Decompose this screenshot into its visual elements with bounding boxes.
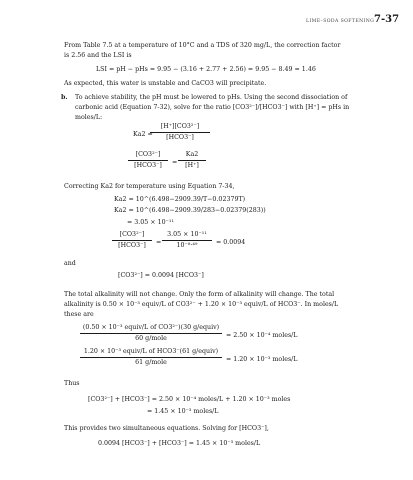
sum-equation-1: [CO3²⁻] + [HCO3⁻] = 2.50 × 10⁻⁴ moles/L + 1.20 × 10⁻³ moles	[88, 396, 291, 403]
paragraph-line: To achieve stability, the pH must be lowered to pHs. Using the second dissociation of	[75, 94, 348, 101]
conversion-1-numerator: (0.50 × 10⁻³ equiv/L of CO3²⁻)(30 g/equiv)	[82, 324, 220, 331]
ka2-temp-eq-1: Ka2 = 10^(6.498−2909.39/T−0.02379T)	[114, 196, 246, 203]
conversion-1-fraction	[80, 324, 222, 343]
equals-sign: =	[156, 239, 162, 246]
ka2-fraction	[150, 123, 210, 142]
paragraph-line: moles/L:	[75, 114, 103, 121]
paragraph-line: As expected, this water is unstable and CaCO3 will precipitate.	[64, 80, 267, 87]
fraction-bar	[128, 160, 168, 161]
conversion-1-result: = 2.50 × 10⁻⁴ moles/L	[226, 332, 298, 339]
ratio-denominator: [HCO3⁻]	[134, 161, 162, 169]
running-title: LIME–SODA SOFTENING	[306, 19, 375, 24]
r2-numerator: [CO3²⁻]	[119, 231, 145, 238]
ratio-rhs-denominator: [H⁺]	[185, 161, 199, 169]
conversion-2-fraction	[80, 348, 222, 367]
r2-result: = 0.0094	[216, 239, 246, 246]
conversion-2-denominator: 61 g/mole	[135, 358, 167, 366]
fraction-bar	[162, 240, 212, 241]
sum-equation-2: = 1.45 × 10⁻³ moles/L	[147, 408, 219, 415]
r2-value-denominator: 10⁻⁸·⁴⁹	[176, 241, 198, 249]
ka2-temp-eq-2: Ka2 = 10^(6.498−2909.39/283−0.02379(283))	[114, 207, 266, 214]
fraction-bar	[80, 333, 222, 334]
fraction-bar	[150, 132, 210, 133]
paragraph-line: From Table 7.5 at a temperature of 10°C and a TDS of 320 mg/L, the correction factor	[64, 42, 341, 49]
r2-value-numerator: 3.05 × 10⁻¹¹	[167, 231, 207, 238]
co3-equation: [CO3²⁻] = 0.0094 [HCO3⁻]	[118, 272, 204, 279]
paragraph-line: This provides two simultaneous equations. Solving for [HCO3⁻],	[64, 425, 269, 432]
ratio-fraction	[128, 151, 168, 170]
conversion-2-result: = 1.20 × 10⁻³ moles/L	[226, 356, 298, 363]
item-label-b: b.	[61, 94, 68, 101]
r2-value-fraction	[162, 231, 212, 250]
page-number: 7-37	[374, 14, 400, 25]
paragraph-line: Correcting Ka2 for temperature using Equation 7-34,	[64, 183, 235, 190]
fraction-bar	[178, 160, 206, 161]
final-equation: 0.0094 [HCO3⁻] + [HCO3⁻] = 1.45 × 10⁻³ moles/L	[98, 440, 261, 447]
equals-sign: =	[172, 159, 178, 166]
paragraph-line: these are	[64, 311, 94, 318]
paragraph-line: The total alkalinity will not change. Only the form of alkalinity will change. The total	[64, 291, 335, 298]
r2-denominator: [HCO3⁻]	[118, 241, 146, 249]
paragraph-line: Thus	[64, 380, 80, 387]
ka2-lhs: Ka2 =	[133, 131, 153, 138]
ka2-denominator: [HCO3⁻]	[166, 133, 194, 141]
paragraph-line: and	[64, 260, 76, 267]
conversion-2-numerator: 1.20 × 10⁻³ equiv/L of HCO3⁻(61 g/equiv)	[83, 348, 219, 355]
conversion-1-denominator: 60 g/mole	[135, 334, 167, 342]
ka2-numerator: [H⁺][CO3²⁻]	[160, 123, 200, 130]
fraction-bar	[112, 240, 152, 241]
paragraph-line: carbonic acid (Equation 7-32), solve for the ratio [CO3²⁻]/[HCO3⁻] with [H⁺] = pHs in	[75, 104, 350, 111]
r2-fraction	[112, 231, 152, 250]
ratio-numerator: [CO3²⁻]	[135, 151, 161, 158]
ratio-rhs-numerator: Ka2	[185, 151, 199, 158]
fraction-bar	[80, 357, 222, 358]
lsi-equation: LSI = pH − pHs = 9.95 − (3.16 + 2.77 + 2.56) = 9.95 − 8.49 = 1.46	[96, 66, 316, 73]
paragraph-line: alkalinity is 0.50 × 10⁻³ equiv/L of CO3²⁻ + 1.20 × 10⁻³ equiv/L of HCO3⁻. In moles/L	[64, 301, 339, 308]
ka2-temp-eq-3: = 3.05 × 10⁻¹¹	[127, 219, 174, 226]
paragraph-line: is 2.56 and the LSI is	[64, 52, 132, 59]
ratio-rhs-fraction	[178, 151, 206, 170]
